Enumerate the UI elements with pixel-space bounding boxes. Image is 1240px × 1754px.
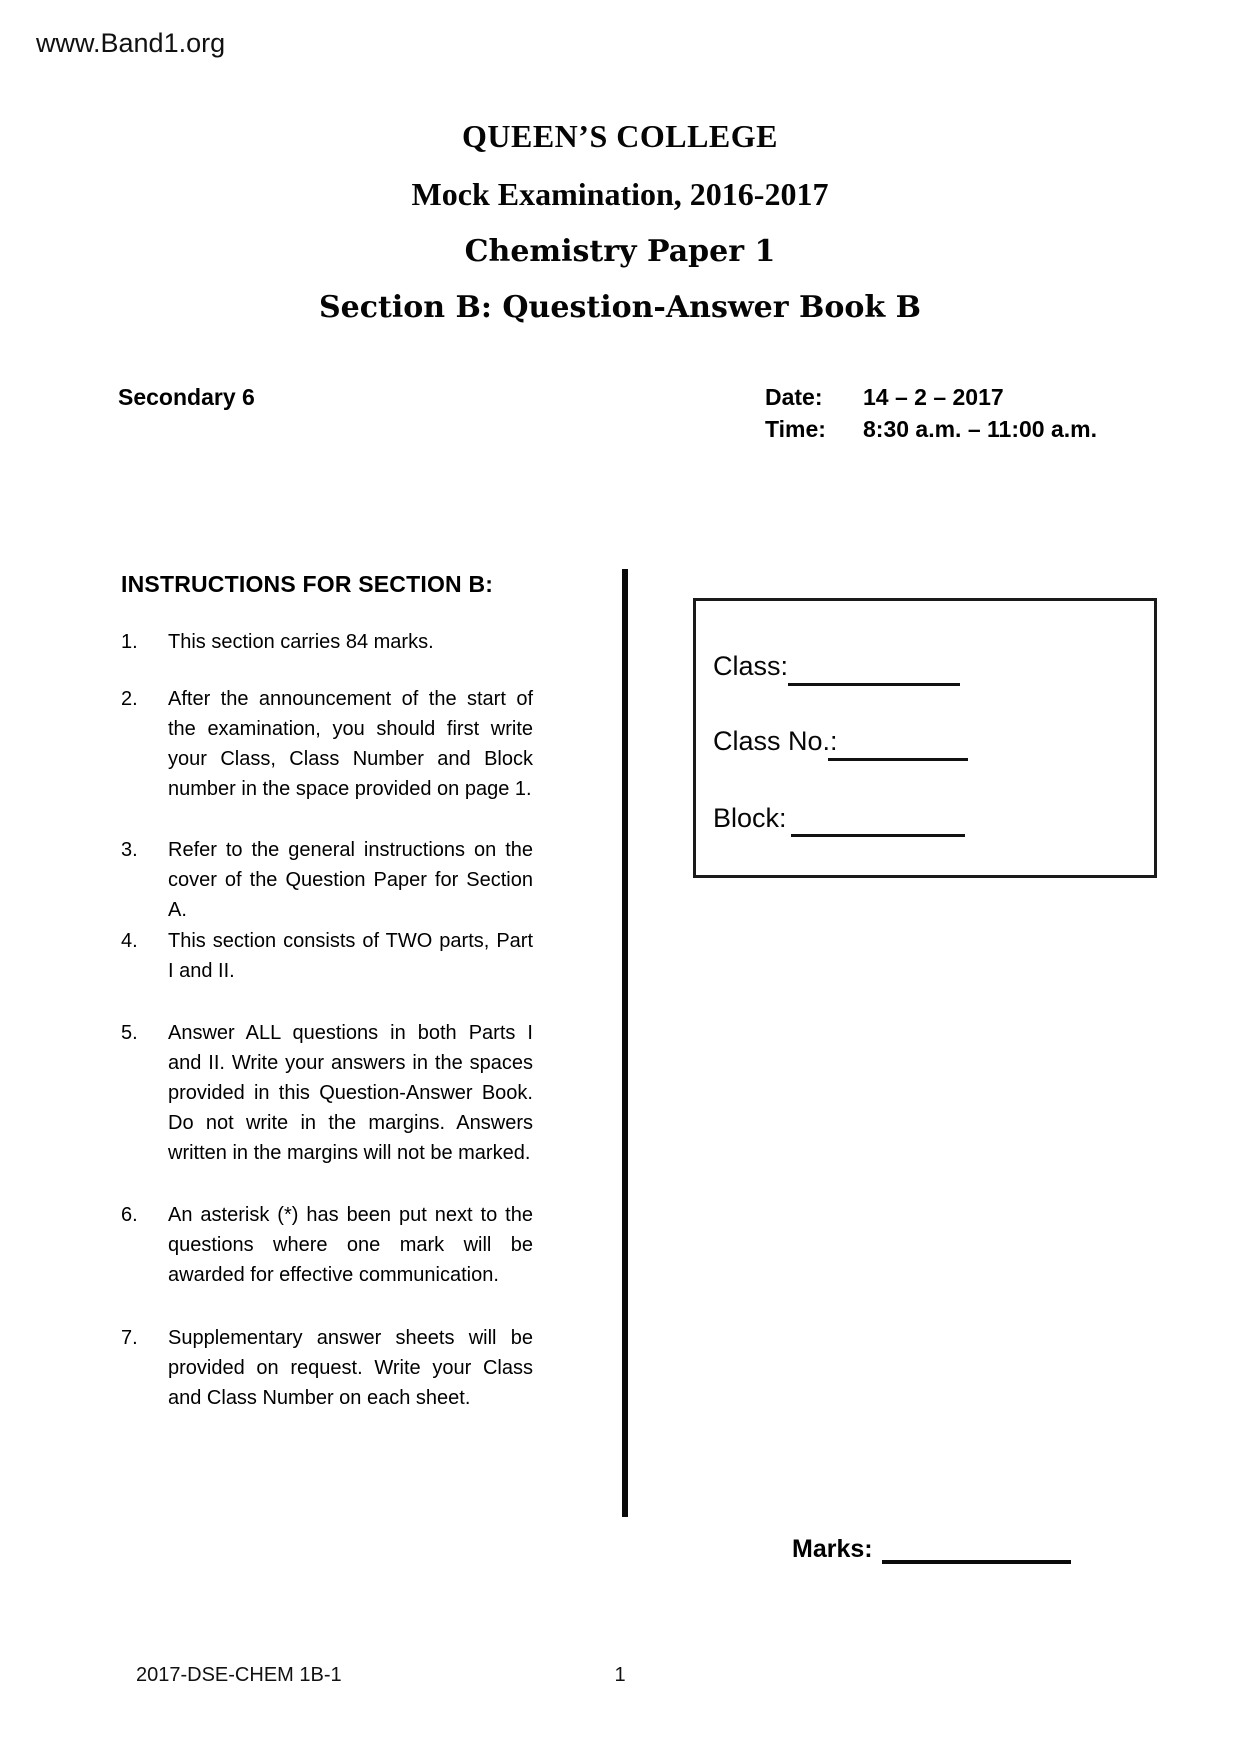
marks-field xyxy=(792,1534,1071,1564)
marks-label: Marks: xyxy=(792,1535,873,1563)
class-fill-line xyxy=(788,683,960,686)
instruction-text: After the announcement of the start of the examination, you should first write your Class, Class Number and Block number in the space provided on page 1. xyxy=(168,688,533,800)
paper-title: Chemistry Paper 1 xyxy=(464,234,776,269)
student-id-box xyxy=(693,598,1157,878)
instruction-text: Supplementary answer sheets will be provided on request. Write your Class and Class Number on each sheet. xyxy=(168,1327,533,1409)
instruction-item-2 xyxy=(121,684,533,804)
site-watermark: www.Band1.org xyxy=(36,28,226,58)
instruction-text: Refer to the general instructions on the cover of the Question Paper for Section A. xyxy=(168,839,533,921)
instruction-number: 1. xyxy=(121,631,138,653)
instruction-number: 4. xyxy=(121,930,138,952)
block-fill-line xyxy=(791,834,965,837)
instruction-text: Answer ALL questions in both Parts I and II. Write your answers in the spaces provided in this Question-Answer Book. Do not write in the margins. Answers written in the margins will not be marked. xyxy=(168,1022,533,1164)
instruction-number: 2. xyxy=(121,688,138,710)
class-label: Class: xyxy=(713,651,789,681)
page-number: 1 xyxy=(614,1664,626,1686)
instruction-text: This section carries 84 marks. xyxy=(168,631,434,653)
vertical-divider-rule xyxy=(622,569,628,1517)
date-value: 14 – 2 – 2017 xyxy=(863,384,1004,410)
exam-title: Mock Examination, 2016-2017 xyxy=(411,176,829,212)
instruction-number: 3. xyxy=(121,839,138,861)
paper-code: 2017-DSE-CHEM 1B-1 xyxy=(136,1664,342,1686)
instructions-heading: INSTRUCTIONS FOR SECTION B: xyxy=(121,571,494,597)
instruction-text: An asterisk (*) has been put next to the questions where one mark will be awarded for effective communication. xyxy=(168,1204,533,1286)
instruction-item-5 xyxy=(121,1018,533,1168)
instruction-text: This section consists of TWO parts, Part I and II. xyxy=(168,930,533,982)
level-label: Secondary 6 xyxy=(118,384,255,410)
instruction-item-3 xyxy=(121,835,533,925)
instruction-item-7 xyxy=(121,1323,533,1413)
school-title: QUEEN’S COLLEGE xyxy=(461,118,778,154)
instruction-item-4 xyxy=(121,926,533,986)
time-label: Time: xyxy=(765,416,826,442)
instruction-number: 6. xyxy=(121,1204,138,1226)
instruction-item-6 xyxy=(121,1200,533,1290)
block-label: Block: xyxy=(713,803,787,833)
instruction-item-1 xyxy=(121,627,533,657)
class-no-label: Class No.: xyxy=(713,726,838,756)
instruction-number: 7. xyxy=(121,1327,138,1349)
class-no-fill-line xyxy=(828,758,968,761)
time-value: 8:30 a.m. – 11:00 a.m. xyxy=(863,416,1097,442)
date-label: Date: xyxy=(765,384,823,410)
section-title: Section B: Question-Answer Book B xyxy=(319,290,921,325)
instruction-number: 5. xyxy=(121,1022,138,1044)
marks-fill-line xyxy=(882,1534,1071,1564)
